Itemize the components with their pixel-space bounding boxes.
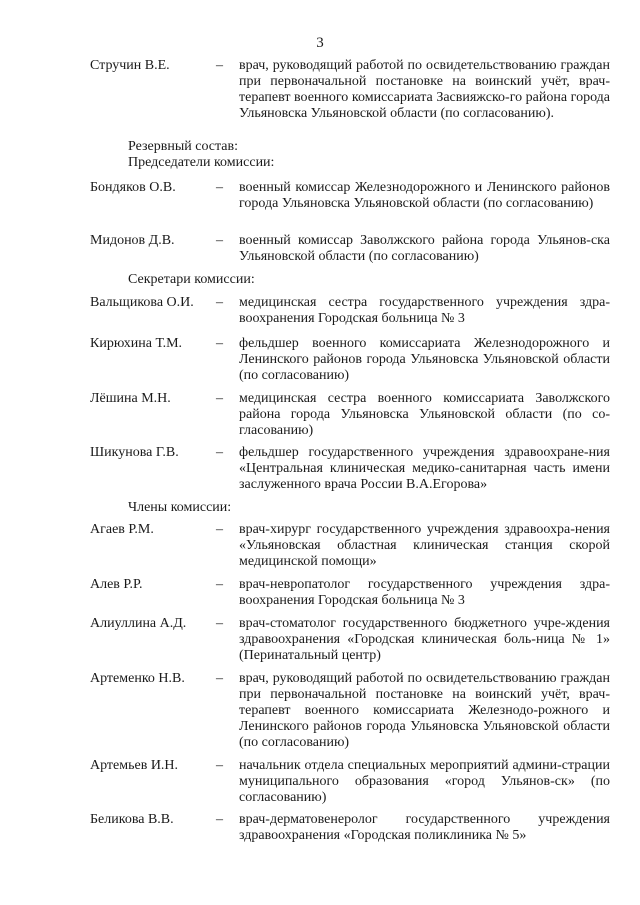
person-name: Алев Р.Р.	[90, 577, 143, 592]
person-name: Артеменко Н.В.	[90, 671, 185, 686]
page-number: 3	[316, 35, 324, 51]
person-name: Вальщикова О.И.	[90, 295, 194, 310]
dash-separator: –	[216, 391, 223, 406]
dash-separator: –	[216, 58, 223, 73]
dash-separator: –	[216, 812, 223, 827]
reserve-heading: Резервный состав:	[128, 139, 239, 154]
person-name: Шикунова Г.В.	[90, 445, 179, 460]
person-name: Бондяков О.В.	[90, 180, 176, 195]
person-name: Алиуллина А.Д.	[90, 616, 187, 631]
dash-separator: –	[216, 295, 223, 310]
person-description: военный комиссар Заволжского района города Ульянов-ска Ульяновской области (по согласованию)	[239, 233, 610, 264]
person-description: врач-дерматовенеролог государственного учреждения здравоохранения «Городская поликлиника № 5»	[239, 812, 610, 843]
person-name: Мидонов Д.В.	[90, 233, 175, 248]
secretaries-heading: Секретари комиссии:	[128, 272, 255, 287]
dash-separator: –	[216, 180, 223, 195]
person-name: Агаев Р.М.	[90, 522, 154, 537]
person-description: начальник отдела специальных мероприятий админи-страции муниципального образования «город Ульянов-ск» (по согласованию)	[239, 758, 610, 805]
person-name: Кирюхина Т.М.	[90, 336, 183, 351]
dash-separator: –	[216, 445, 223, 460]
person-description: фельдшер государственного учреждения здравоохране-ния «Центральная клиническая медико-санитарная часть имени заслуженного врача России В.А.Егорова»	[239, 445, 610, 492]
person-name: Беликова В.В.	[90, 812, 174, 827]
person-description: фельдшер военного комиссариата Железнодорожного и Ленинского районов города Ульяновска Ульяновской области (по согласованию)	[239, 336, 610, 383]
person-description: врач-стоматолог государственного бюджетного учре-ждения здравоохранения «Городская клиническая боль-ница № 1» (Перинатальный центр)	[239, 616, 610, 663]
person-name: Стручин В.Е.	[90, 58, 170, 73]
person-description: военный комиссар Железнодорожного и Ленинского районов города Ульяновска Ульяновской области (по согласованию)	[239, 180, 610, 211]
dash-separator: –	[216, 233, 223, 248]
dash-separator: –	[216, 758, 223, 773]
person-description: медицинская сестра военного комиссариата Заволжского района города Ульяновска Ульяновской области (по со-гласованию)	[239, 391, 610, 438]
dash-separator: –	[216, 522, 223, 537]
person-name: Артемьев И.Н.	[90, 758, 179, 773]
person-description: врач-хирург государственного учреждения здравоохра-нения «Ульяновская областная клиническая станция скорой медицинской помощи»	[239, 522, 610, 569]
dash-separator: –	[216, 616, 223, 631]
person-description: врач-невропатолог государственного учреждения здра-воохранения Городская больница № 3	[239, 577, 610, 608]
chairs-heading: Председатели комиссии:	[128, 155, 275, 170]
dash-separator: –	[216, 336, 223, 351]
person-description: врач, руководящий работой по освидетельствованию граждан при первоначальной постановке на воинский учёт, врач-терапевт военного комиссариата Засвияжско-го района города Ульяновска Ульяновской области (по согласованию).	[239, 58, 610, 121]
dash-separator: –	[216, 577, 223, 592]
members-heading: Члены комиссии:	[128, 500, 232, 515]
person-description: медицинская сестра государственного учреждения здра-воохранения Городская больница № 3	[239, 295, 610, 326]
dash-separator: –	[216, 671, 223, 686]
person-description: врач, руководящий работой по освидетельствованию граждан при первоначальной постановке на воинский учёт, врач-терапевт военного комиссариата Железнодо-рожного и Ленинского районов города Ульяновска Ульяновской области (по согласованию)	[239, 671, 610, 750]
person-name: Лёшина М.Н.	[90, 391, 171, 406]
